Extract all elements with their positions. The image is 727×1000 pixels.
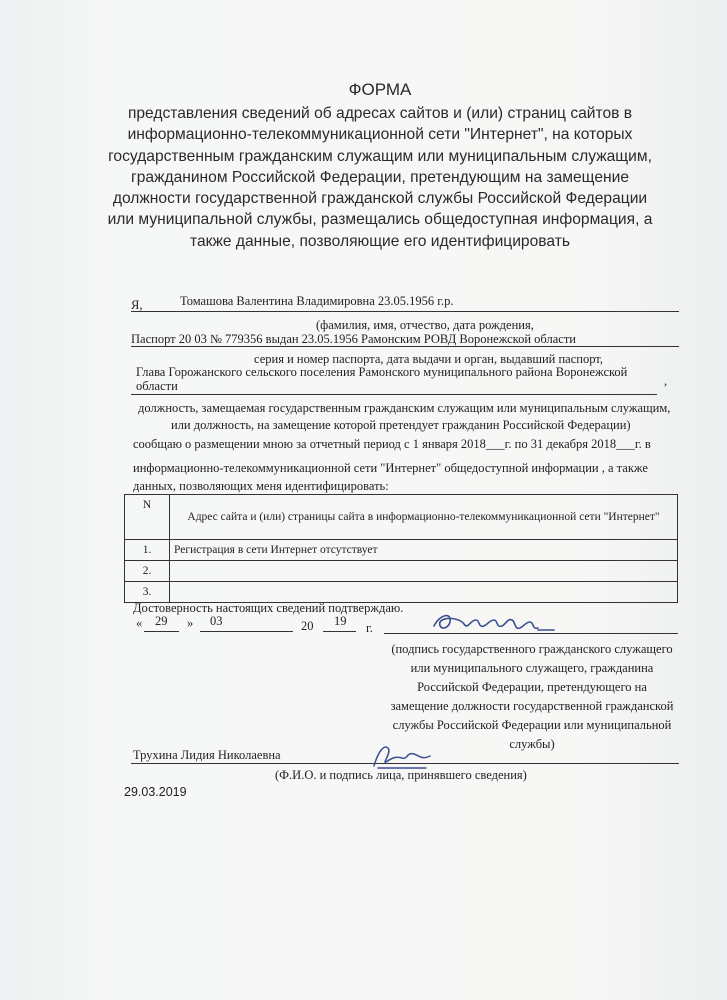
- report-line1: сообщаю о размещении мною за отчетный период с 1 января 2018___г. по 31 декабря 2018___г. в: [133, 437, 651, 451]
- table-row-number: 3.: [125, 582, 170, 603]
- year-underline: [323, 631, 356, 632]
- table-row-number: 2.: [125, 561, 170, 582]
- table-row-number: 1.: [125, 540, 170, 561]
- table-header-row: [125, 495, 678, 540]
- month-underline: [200, 631, 293, 632]
- day-underline: [144, 631, 179, 632]
- position-caption2: или должность, на замещение которой претендует гражданин Российской Федерации): [171, 418, 631, 432]
- table-row-text: Регистрация в сети Интернет отсутствует: [170, 540, 678, 561]
- applicant-signature: [430, 608, 560, 640]
- table-row: [125, 561, 678, 582]
- table-header-address: Адрес сайта и (или) страницы сайта в информационно-телекоммуникационной сети "Интернет": [170, 495, 678, 540]
- form-title: ФОРМА: [348, 80, 412, 99]
- year-prefix: 20: [301, 619, 314, 633]
- position-comma: ,: [664, 374, 668, 388]
- person-value: Томашова Валентина Владимировна 23.05.1956 г.р.: [180, 294, 454, 308]
- table-row: [125, 540, 678, 561]
- confirm-day: 29: [155, 614, 168, 628]
- confirm-month: 03: [210, 614, 223, 628]
- quote-open: «: [136, 616, 143, 630]
- person-caption: (фамилия, имя, отчество, дата рождения,: [316, 318, 534, 332]
- passport-value: Паспорт 20 03 № 779356 выдан 23.05.1956 Рамонским РОВД Воронежской области: [131, 332, 576, 346]
- passport-underline: [131, 346, 679, 347]
- year-suffix: г.: [366, 621, 373, 635]
- passport-caption: серия и номер паспорта, дата выдачи и орган, выдавший паспорт,: [254, 352, 603, 366]
- position-line2: области: [136, 379, 178, 393]
- confirm-year: 19: [334, 614, 347, 628]
- position-line1: Глава Горожанского сельского поселения Рамонского муниципального района Воронежской: [136, 365, 628, 379]
- signature-caption: (подпись государственного гражданского служащего или муниципального служащего, гражданина Российской Федерации, претендующего на замещение должности государственной гражданской службы Российской Федерации или муниципальной службы): [390, 642, 674, 751]
- quote-close: »: [187, 616, 194, 630]
- form-subtitle: представления сведений об адресах сайтов и (или) страниц сайтов в информационно-телекоммуникационной сети "Интернет", на которых государственным гражданским служащим или муниципальным служащим, гражданином Российской Федерации, претендующим на замещение должности государственной гражданской службы Российской Федерации или муниципальной службы, размещались общедоступная информация, а также данные, позволяющие его идентифицировать: [107, 105, 653, 250]
- table-row-text: [170, 582, 678, 603]
- table-row-text: [170, 561, 678, 582]
- sites-table: [124, 494, 678, 603]
- position-underline: [131, 394, 657, 395]
- table-header-n: N: [125, 495, 170, 540]
- report-line3: данных, позволяющих меня идентифицировать:: [133, 479, 389, 493]
- receiver-name: Трухина Лидия Николаевна: [133, 748, 281, 762]
- person-underline: [131, 311, 679, 312]
- ya-label: Я,: [131, 298, 143, 312]
- receiver-caption: (Ф.И.О. и подпись лица, принявшего сведения): [275, 768, 527, 782]
- receipt-date: 29.03.2019: [124, 785, 187, 799]
- position-caption1: должность, замещаемая государственным гражданским служащим или муниципальным служащим,: [138, 401, 671, 415]
- table-row: [125, 582, 678, 603]
- report-line2: информационно-телекоммуникационной сети "Интернет" общедоступной информации , а также: [133, 461, 648, 475]
- confirm-text: Достоверность настоящих сведений подтверждаю.: [133, 601, 404, 615]
